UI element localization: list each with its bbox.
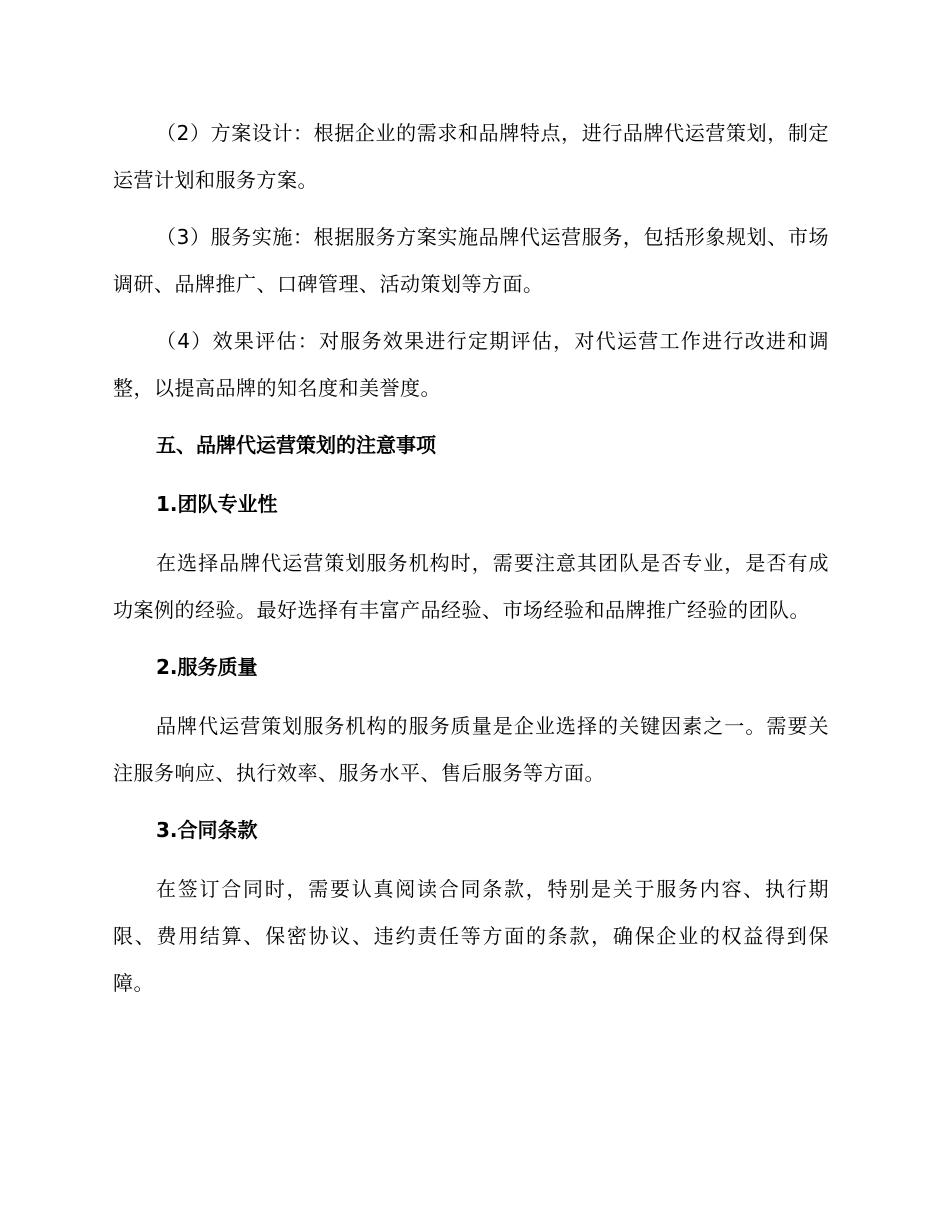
paragraph-effect-evaluation: （4）效果评估：对服务效果进行定期评估，对代运营工作进行改进和调整，以提高品牌的知名度和美誉度。 — [113, 329, 829, 400]
paragraph-scheme-design: （2）方案设计：根据企业的需求和品牌特点，进行品牌代运营策划，制定运营计划和服务方案。 — [113, 121, 829, 192]
subheading-service-quality: 2.服务质量 — [156, 655, 258, 679]
paragraph-team-professionalism: 在选择品牌代运营策划服务机构时，需要注意其团队是否专业，是否有成功案例的经验。最好选择有丰富产品经验、市场经验和品牌推广经验的团队。 — [113, 551, 829, 622]
document-body — [113, 110, 829, 1017]
subheading-contract-terms: 3.合同条款 — [156, 818, 258, 842]
paragraph-service-implementation: （3）服务实施：根据服务方案实施品牌代运营服务，包括形象规划、市场调研、品牌推广、口碑管理、活动策划等方面。 — [113, 225, 829, 296]
paragraph-contract-terms: 在签订合同时，需要认真阅读合同条款，特别是关于服务内容、执行期限、费用结算、保密协议、违约责任等方面的条款，确保企业的权益得到保障。 — [113, 877, 829, 995]
section-heading-notes: 五、品牌代运营策划的注意事项 — [156, 433, 436, 457]
subheading-team-professionalism: 1.团队专业性 — [156, 492, 278, 516]
paragraph-service-quality: 品牌代运营策划服务机构的服务质量是企业选择的关键因素之一。需要关注服务响应、执行效率、服务水平、售后服务等方面。 — [113, 714, 829, 785]
